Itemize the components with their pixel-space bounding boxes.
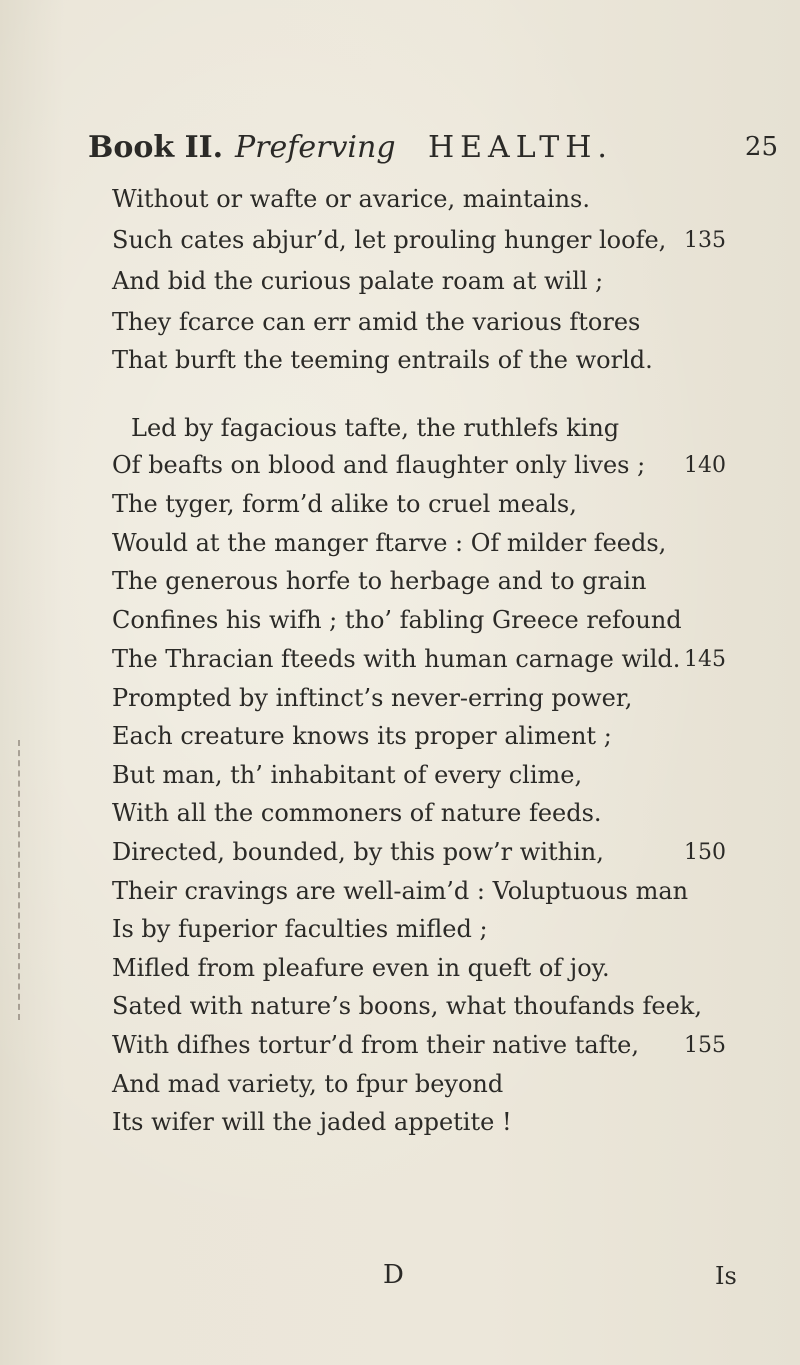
verse-text: And bid the curious palate roam at will ;	[112, 267, 604, 295]
verse-text: Confines his wifh ; tho’ fabling Greece refound	[112, 606, 682, 634]
verse-text: Their cravings are well-aim’d : Voluptuous man	[112, 877, 689, 905]
verse-line	[0, 645, 800, 683]
running-title-caps: HEALTH.	[428, 130, 613, 165]
line-number: 150	[684, 840, 726, 865]
running-title: Preferving	[235, 130, 396, 165]
verse-text: With all the commoners of nature feeds.	[112, 799, 602, 827]
line-number: 135	[684, 228, 726, 253]
verse-line	[0, 799, 800, 837]
verse-text: Directed, bounded, by this pow’r within,	[112, 838, 604, 866]
catchword: Is	[715, 1262, 737, 1290]
verse-line	[0, 267, 800, 305]
verse-text: Each creature knows its proper aliment ;	[112, 722, 612, 750]
book-label: Book II.	[88, 130, 224, 165]
verse-line	[0, 992, 800, 1030]
verse-text: The tyger, form’d alike to cruel meals,	[112, 490, 577, 518]
line-number: 145	[684, 647, 726, 672]
verse-line	[0, 346, 800, 384]
verse-line	[0, 684, 800, 722]
verse-text: Is by fuperior faculties mifled ;	[112, 915, 488, 943]
verse-line	[0, 722, 800, 760]
verse-text: The generous horfe to herbage and to grain	[112, 567, 647, 595]
verse-line	[0, 529, 800, 567]
verse-line	[0, 954, 800, 992]
verse-line	[0, 185, 800, 223]
verse-text: The Thracian fteeds with human carnage wild.	[112, 645, 681, 673]
verse-line	[0, 1070, 800, 1108]
verse-text: They fcarce can err amid the various ftores	[112, 308, 641, 336]
verse-text: Sated with nature’s boons, what thoufands feek,	[112, 992, 702, 1020]
running-header	[88, 130, 778, 174]
verse-text: Mifled from pleafure even in queft of joy.	[112, 954, 610, 982]
verse-text: Such cates abjur’d, let prouling hunger loofe,	[112, 226, 667, 254]
verse-line	[0, 414, 800, 452]
verse-text: Without or wafte or avarice, maintains.	[112, 185, 590, 213]
verse-text: Of beafts on blood and flaughter only lives ;	[112, 451, 646, 479]
verse-text: And mad variety, to fpur beyond	[112, 1070, 504, 1098]
verse-line	[0, 451, 800, 489]
verse-line	[0, 838, 800, 876]
verse-text: Prompted by inftinct’s never-erring power,	[112, 684, 633, 712]
verse-text: Led by fagacious tafte, the ruthlefs king	[131, 414, 620, 442]
verse-text: That burft the teeming entrails of the world.	[112, 346, 653, 374]
verse-line	[0, 915, 800, 953]
verse-text: Its wifer will the jaded appetite !	[112, 1108, 512, 1136]
verse-line	[0, 877, 800, 915]
line-number: 155	[684, 1033, 726, 1058]
verse-text: Would at the manger ftarve : Of milder feeds,	[112, 529, 667, 557]
verse-line	[0, 1031, 800, 1069]
page-number: 25	[744, 132, 778, 162]
verse-line	[0, 1108, 800, 1146]
signature-mark: D	[383, 1260, 404, 1290]
verse-text: But man, th’ inhabitant of every clime,	[112, 761, 583, 789]
line-number: 140	[684, 453, 726, 478]
verse-line	[0, 567, 800, 605]
verse-line	[0, 490, 800, 528]
verse-line	[0, 308, 800, 346]
verse-line	[0, 606, 800, 644]
verse-text: With difhes tortur’d from their native tafte,	[112, 1031, 640, 1059]
verse-line	[0, 761, 800, 799]
verse-line	[0, 226, 800, 264]
